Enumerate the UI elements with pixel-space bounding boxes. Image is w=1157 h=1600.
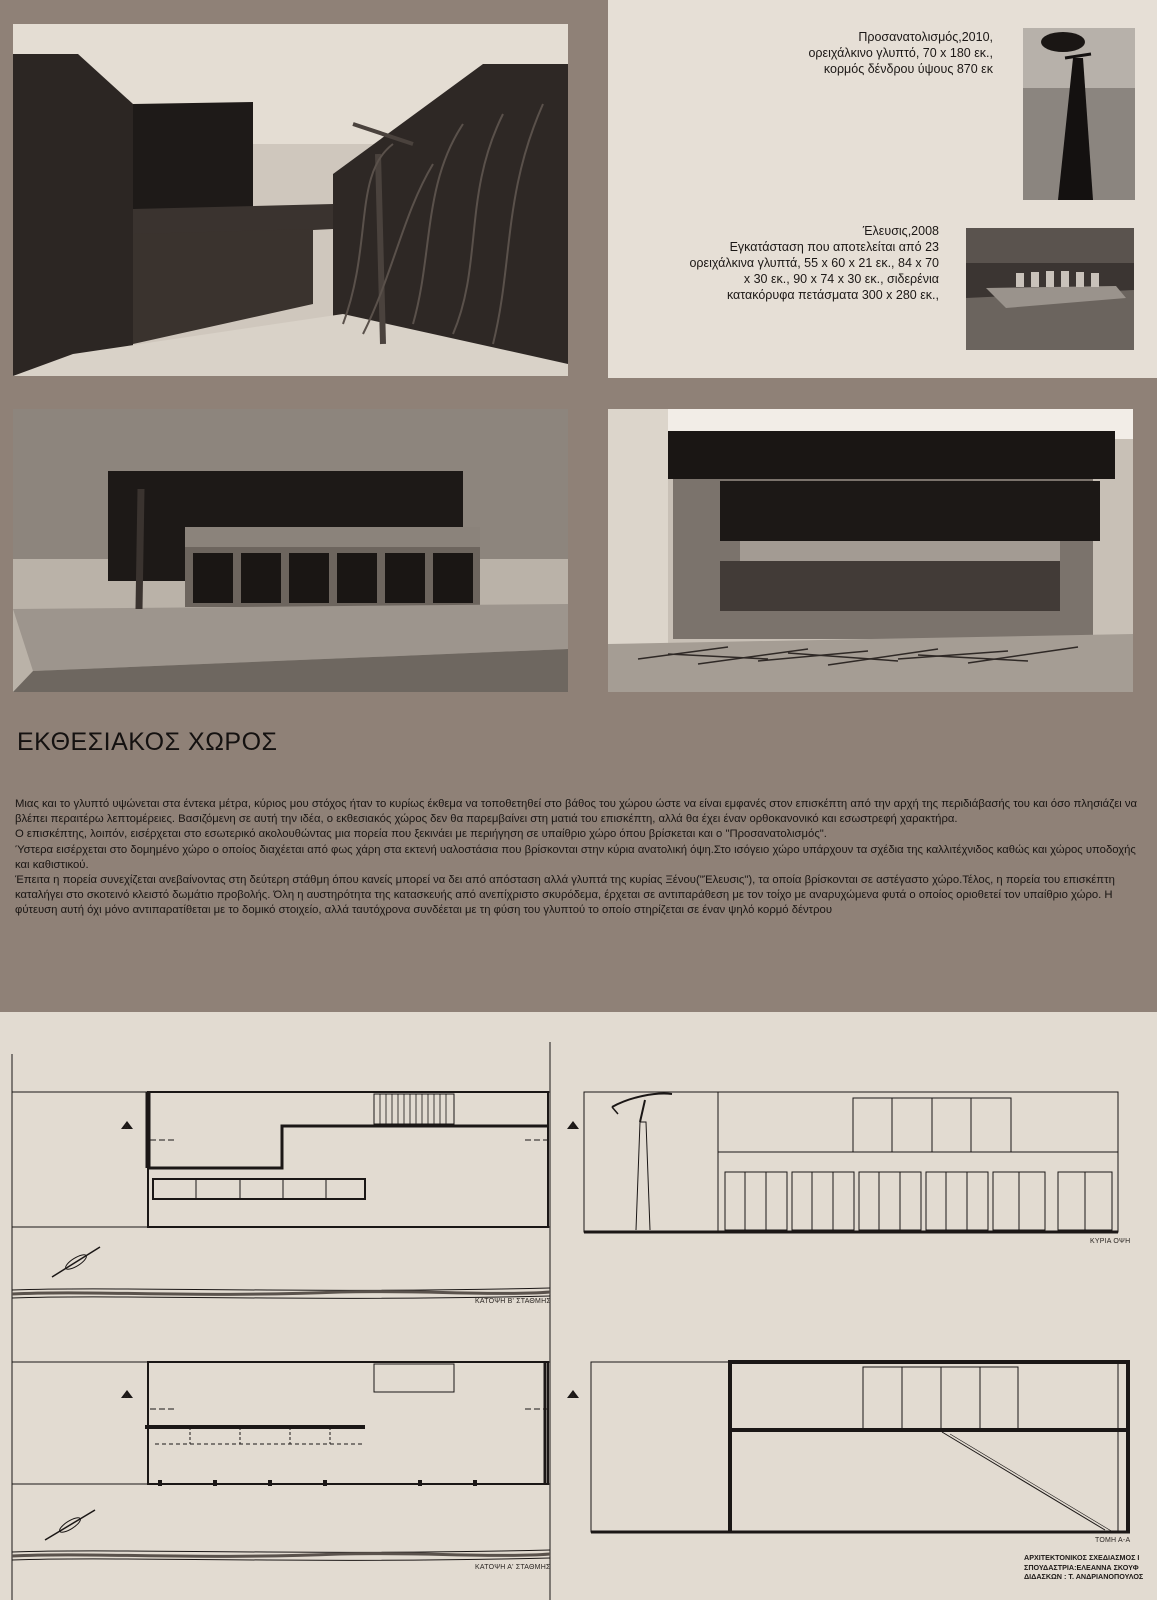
section-aa (591, 1362, 1130, 1532)
caption-line: Προσανατολισμός,2010, (858, 30, 993, 44)
credits-line: ΣΠΟΥΔΑΣΤΡΙΑ:ΕΛΕΑΝΝΑ ΣΚΟΥΦ (1024, 1562, 1139, 1572)
reference-caption-elefsis (599, 223, 939, 303)
architectural-drawings (0, 1012, 1157, 1600)
section-mark-label: Α (124, 1124, 129, 1131)
drawings-panel (0, 1012, 1157, 1600)
section-mark-label: Α (124, 1393, 129, 1400)
caption-line: Εγκατάσταση που αποτελείται από 23 (729, 240, 939, 254)
plan-b-label: ΚΑΤΟΨΗ Β' ΣΤΑΘΜΗΣ (475, 1298, 551, 1305)
section-label: ΤΟΜΗ Α-Α (1095, 1537, 1131, 1544)
plan-upper-level (12, 1092, 550, 1298)
description-paragraph: Έπειτα η πορεία συνεχίζεται ανεβαίνοντας στη δεύτερη στάθμη όπου κανείς μπορεί να δει από απόσταση αλλά γλυπτά της κυρίας Ξένου("Έλευσις"), τα οποία βρίσκονται σε αστέγαστο χώρο.Τέλος, η πορεία του επισκέπτη καταλήγει στο σκοτεινό κλειστό δωμάτιο προβολής. Όλη η αυστηρότητα της κατασκευής από ανεπίχριστο σκυρόδεμα, έρχεται σε αντιπαράθεση με τον τοίχο με αναρυχώμενα φυτά ο οποίος οριοθετεί τον υπαίθριο χώρο. Η φύτευση αυτή όχι μόνο αντιπαρατίθεται με το δομικό στοιχείο, αλλά ταυτόχρονα συνδέεται με τη φύση του γλυπτού το οποίο στηρίζεται σε έναν ψηλό κορμό δέντρου (15, 874, 1115, 917)
caption-line: ορειχάλκινο γλυπτό, 70 x 180 εκ., (808, 46, 993, 60)
description-paragraph: Ύστερα εισέρχεται στο δομημένο χώρο ο οποίος διαχέεται από φως χάρη στα εκτενή υαλοστάσια που βρίσκονται στην κύρια ανατολική όψη.Στο ισόγειο χώρο υπάρχουν τα σχέδια της καλλιτέχνιδος καθώς και χώρος υποδοχής και καθιστικού. (15, 843, 1136, 871)
main-elevation-label: ΚΥΡΙΑ ΟΨΗ (1090, 1238, 1131, 1245)
model-photo-side-view (13, 409, 568, 692)
credits-line: ΔΙΔΑΣΚΩΝ : Τ. ΑΝΔΡΙΑΝΟΠΟΥΛΟΣ (1024, 1572, 1144, 1581)
plan-a-label: ΚΑΤΟΨΗ Α' ΣΤΑΘΜΗΣ (475, 1564, 551, 1571)
caption-line: κορμός δένδρου ύψους 870 εκ (823, 62, 993, 76)
model-photo-front-view (608, 409, 1133, 692)
description-text (15, 797, 1140, 919)
sculpture-photo-elefsis (966, 228, 1134, 350)
description-paragraph: Μιας και το γλυπτό υψώνεται στα έντεκα μέτρα, κύριος μου στόχος ήταν το κυρίως έκθεμα να τοποθετηθεί στο βάθος του χώρου ώστε να είναι εμφανές στον επισκέπτη από την αρχή της περιδιάβασής του και όσο πλησιάζει να βλέπει περαιτέρω λεπτομέρειες. Βασιζόμενη σε αυτή την ιδέα, ο εκθεσιακός χώρος δεν θα παρεμβαίνει στη ματιά του επισκέπτη, αλλά θα έχει έναν ορθοκανονικό και εσωστρεφή χαρακτήρα. (15, 798, 1138, 826)
sculpture-photo-orientation (1023, 28, 1135, 200)
credits-line: ΑΡΧΙΤΕΚΤΟΝΙΚΟΣ ΣΧΕΔΙΑΣΜΟΣ Ι (1024, 1553, 1140, 1562)
reference-caption-orientation (693, 29, 993, 77)
section-mark-label: Α (570, 1393, 575, 1400)
caption-line: Έλευσις,2008 (862, 224, 939, 238)
reference-panel (608, 0, 1157, 378)
model-photo-courtyard (13, 24, 568, 376)
caption-line: κατακόρυφα πετάσματα 300 x 280 εκ., (726, 288, 939, 302)
section-mark-label: Α (570, 1124, 575, 1131)
plan-ground-level (12, 1362, 550, 1560)
section-title: ΕΚΘΕΣΙΑΚΟΣ ΧΩΡΟΣ (17, 728, 278, 756)
main-elevation (584, 1092, 1118, 1232)
credits-block (1024, 1553, 1143, 1582)
caption-line: x 30 εκ., 90 x 74 x 30 εκ., σιδερένια (743, 272, 939, 286)
caption-line: ορειχάλκινα γλυπτά, 55 x 60 x 21 εκ., 84 x 70 (689, 256, 939, 270)
description-paragraph: Ο επισκέπτης, λοιπόν, εισέρχεται στο εσωτερικό ακολουθώντας μια πορεία που ξεκινάει με περιήγηση σε υπαίθριο χώρο όπου βρίσκεται και ο "Προσανατολισμός". (15, 828, 827, 841)
